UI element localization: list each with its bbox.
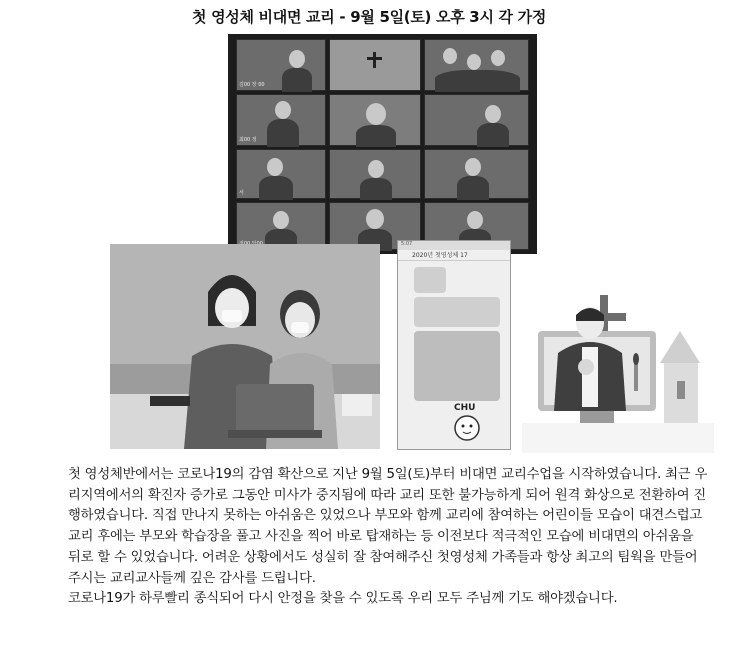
video-tile [329,94,421,146]
zoom-meeting-photo [228,34,537,254]
chat-title: 2020년 첫영성체 17 [398,250,510,261]
video-tile [424,149,529,199]
video-tile [424,39,529,91]
article-body [68,465,708,610]
video-tile [329,149,421,199]
video-tile [236,202,326,250]
page-title: 첫 영성체 비대면 교리 - 9월 5일(토) 오후 3시 각 가정 [191,8,547,26]
online-mass-illustration [522,283,714,453]
paragraph: 코로나19가 하루빨리 종식되어 다시 안정을 찾을 수 있도록 우리 모두 주님께 기도 해야겠습니다. [68,591,618,607]
chat-image-thumbnail [414,331,500,401]
kakaotalk-screenshot [397,240,511,450]
sticker-icon [452,413,482,443]
video-tile [329,39,421,91]
video-tile [424,94,529,146]
video-tile: 김00 장 00 [236,39,326,91]
chat-image-thumbnail [414,267,446,293]
teachers-illustration [110,244,380,449]
priest-monitor-illustration [522,283,714,453]
sticker-label: CHU [454,403,476,413]
video-tile: 서 [236,149,326,199]
teachers-photo [110,244,380,449]
video-tile: 최00 정 [236,94,326,146]
phone-status-bar: 5:07 [398,241,510,250]
chat-image-thumbnail [414,297,500,327]
paragraph: 첫 영성체반에서는 코로나19의 감염 확산으로 지난 9월 5일(토)부터 비대면 교리수업을 시작하였습니다. 최근 우리지역에서의 확진자 증가로 그동안 미사가 중지됨에 따라 교리 또한 불가능하게 되어 원격 화상으로 전환하여 진행하였습니다. 직접 만나지 못하는 아쉬움은 있었으나 부모와 함께 교리에 참여하는 어린이들 모습이 대견스럽고 교리 후에는 부모와 학습장을 풀고 사진을 찍어 바로 탑재하는 등 이전보다 적극적인 모습에 비대면의 아쉬움을 뒤로 할 수 있었습니다. 어려운 상황에서도 성실히 잘 참여해주신 첫영성체 가족들과 항상 최고의 팀웍을 만들어주시는 교리교사들께 깊은 감사를 드립니다. [68,467,708,586]
